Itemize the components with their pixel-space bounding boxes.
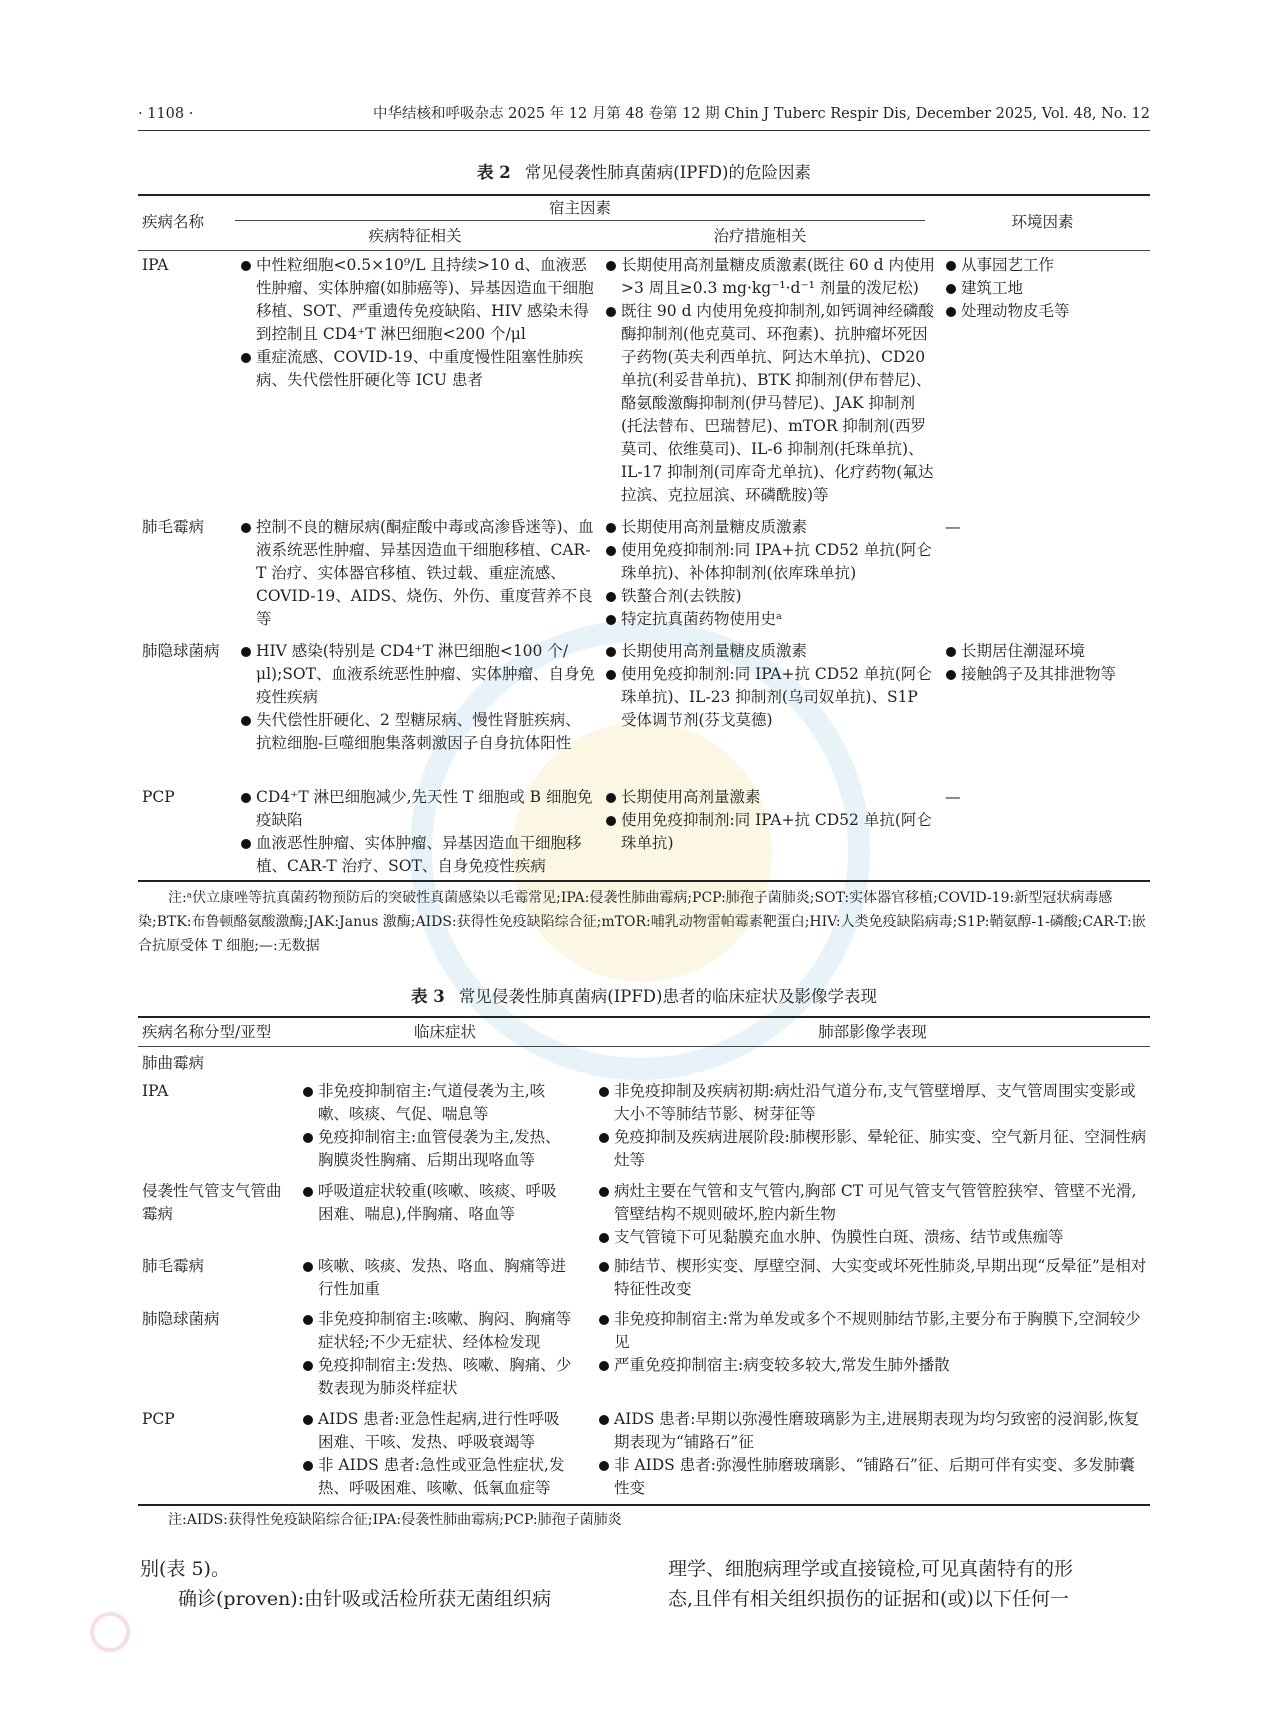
table3-imaging-cell — [598, 1080, 1150, 1172]
risk-factor-item: CD4⁺T 淋巴细胞减少,先天性 T 细胞或 B 细胞免疫缺陷 — [240, 786, 595, 832]
risk-factor-item: 长期居住潮湿环境 — [945, 640, 1145, 663]
table3-row-name: 肺隐球菌病 — [142, 1310, 220, 1328]
risk-factor-item: 中性粒细胞<0.5×10⁹/L 且持续>10 d、血液恶性肿瘤、实体肿瘤(如肺癌等)、异基因造血干细胞移植、SOT、严重遗传免疫缺陷、HIV 感染未得到控制且 CD4⁺T 淋巴细胞<200 个/μl — [240, 254, 595, 346]
risk-factor-item: 铁螯合剂(去铁胺) — [605, 585, 935, 608]
table3-symptoms-cell — [302, 1080, 572, 1172]
table2-row-name: 肺毛霉病 — [142, 518, 205, 536]
table3-header-imaging: 肺部影像学表现 — [818, 1023, 927, 1041]
table2-header-environment: 环境因素 — [1011, 213, 1074, 231]
risk-factor-item: 血液恶性肿瘤、实体肿瘤、异基因造血干细胞移植、CAR-T 治疗、SOT、自身免疫性疾病 — [240, 832, 595, 878]
table3-title: 常见侵袭性肺真菌病(IPFD)患者的临床症状及影像学表现 — [458, 987, 877, 1006]
table2-disease-cell — [240, 640, 595, 755]
body-text-right — [668, 1554, 1150, 1614]
table3-header-rule — [138, 1046, 1150, 1047]
table3-note: 注:AIDS:获得性免疫缺陷综合征;IPA:侵袭性肺曲霉病;PCP:肺孢子菌肺炎 — [168, 1512, 622, 1528]
risk-factor-item: 使用免疫抑制剂:同 IPA+抗 CD52 单抗(阿仑珠单抗) — [605, 809, 935, 855]
risk-factor-item: 长期使用高剂量糖皮质激素 — [605, 516, 935, 539]
symptom-item: 非免疫抑制宿主:气道侵袭为主,咳嗽、咳痰、气促、喘息等 — [302, 1080, 572, 1126]
symptom-item: 免疫抑制宿主:血管侵袭为主,发热、胸膜炎性胸痛、后期出现咯血等 — [302, 1126, 572, 1172]
table3-caption — [138, 986, 1150, 1008]
table3-symptoms-cell — [302, 1255, 572, 1301]
table2-header-disease-related: 疾病特征相关 — [368, 227, 462, 245]
table3-top-rule — [138, 1016, 1150, 1018]
risk-factor-item: 长期使用高剂量糖皮质激素(既往 60 d 内使用>3 周且≥0.3 mg·kg⁻¹·d⁻¹ 剂量的泼尼松) — [605, 254, 935, 300]
table3-row-name: 侵袭性气管支气管曲霉病 — [142, 1182, 282, 1223]
symptom-item: AIDS 患者:亚急性起病,进行性呼吸困难、干咳、发热、呼吸衰竭等 — [302, 1408, 572, 1454]
table3-imaging-cell — [598, 1180, 1150, 1249]
table3-row-name: PCP — [142, 1410, 175, 1428]
table3-symptoms-cell — [302, 1408, 572, 1500]
imaging-item: AIDS 患者:早期以弥漫性磨玻璃影为主,进展期表现为均匀致密的浸润影,恢复期表现为“铺路石”征 — [598, 1408, 1150, 1454]
table2-environment-cell — [945, 640, 1145, 686]
table3-imaging-cell — [598, 1408, 1150, 1500]
table2-title: 常见侵袭性肺真菌病(IPFD)的危险因素 — [524, 163, 811, 182]
table2-environment-cell — [945, 254, 1145, 323]
risk-factor-item: 既往 90 d 内使用免疫抑制剂,如钙调神经磷酸酶抑制剂(他克莫司、环孢素)、抗肿瘤坏死因子药物(英夫利西单抗、阿达木单抗)、CD20 单抗(利妥昔单抗)、BTK 抑制剂(伊布替尼)、酪氨酸激酶抑制剂(伊马替尼)、JAK 抑制剂(托法替布、巴瑞替尼)、mTOR 抑制剂(西罗莫司、依维莫司)、IL-6 抑制剂(托珠单抗)、IL-17 抑制剂(司库奇尤单抗)、化疗药物(氟达拉滨、克拉屈滨、环磷酰胺)等 — [605, 300, 935, 507]
table2-treatment-cell — [605, 254, 935, 507]
body-text-left — [140, 1554, 620, 1614]
symptom-item: 非 AIDS 患者:急性或亚急性症状,发热、呼吸困难、咳嗽、低氧血症等 — [302, 1454, 572, 1500]
table2-treatment-cell — [605, 516, 935, 631]
body-line: 别(表 5)。 — [140, 1558, 230, 1580]
table2-host-rule — [235, 220, 925, 221]
risk-factor-item: 长期使用高剂量激素 — [605, 786, 935, 809]
risk-factor-item: HIV 感染(特别是 CD4⁺T 淋巴细胞<100 个/μl);SOT、血液系统恶性肿瘤、实体肿瘤、自身免疫性疾病 — [240, 640, 595, 709]
imaging-item: 病灶主要在气管和支气管内,胸部 CT 可见气管支气管管腔狭窄、管壁不光滑,管壁结构不规则破坏,腔内新生物 — [598, 1180, 1150, 1226]
table3-row-name: 肺毛霉病 — [142, 1257, 205, 1275]
risk-factor-item: 接触鸽子及其排泄物等 — [945, 663, 1145, 686]
table3-symptoms-cell — [302, 1308, 572, 1400]
table2-disease-cell — [240, 516, 595, 631]
table2-treatment-cell — [605, 640, 935, 732]
table3-imaging-cell — [598, 1308, 1150, 1377]
table2-header-host: 宿主因素 — [548, 199, 611, 217]
table3-imaging-cell — [598, 1255, 1150, 1301]
risk-factor-item: 处理动物皮毛等 — [945, 300, 1145, 323]
imaging-item: 非免疫抑制及疾病初期:病灶沿气道分布,支气管壁增厚、支气管周围实变影或大小不等肺结节影、树芽征等 — [598, 1080, 1150, 1126]
table2-caption — [138, 162, 1150, 184]
symptom-item: 呼吸道症状较重(咳嗽、咳痰、呼吸困难、喘息),伴胸痛、咯血等 — [302, 1180, 572, 1226]
imaging-item: 支气管镜下可见黏膜充血水肿、伪膜性白斑、溃疡、结节或焦痂等 — [598, 1226, 1150, 1249]
imaging-item: 非 AIDS 患者:弥漫性肺磨玻璃影、“铺路石”征、后期可伴有实变、多发肺囊性变 — [598, 1454, 1150, 1500]
risk-factor-item: 重症流感、COVID-19、中重度慢性阻塞性肺疾病、失代偿性肝硬化等 ICU 患者 — [240, 346, 595, 392]
risk-factor-item: 长期使用高剂量糖皮质激素 — [605, 640, 935, 663]
table3-label: 表 3 — [411, 987, 445, 1006]
body-line: 理学、细胞病理学或直接镜检,可见真菌特有的形 — [668, 1558, 1074, 1580]
symptom-item: 咳嗽、咳痰、发热、咯血、胸痛等进行性加重 — [302, 1255, 572, 1301]
table2-label: 表 2 — [477, 163, 511, 182]
table2-row-name: IPA — [142, 256, 169, 274]
table2-header-treatment-related: 治疗措施相关 — [713, 227, 807, 245]
table2-note: 注:ᵃ伏立康唑等抗真菌药物预防后的突破性真菌感染以毛霉常见;IPA:侵袭性肺曲霉病;PCP:肺孢子菌肺炎;SOT:实体器官移植;COVID-19:新型冠状病毒感染;BTK:布鲁顿酪氨酸激酶;JAK:Janus 激酶;AIDS:获得性免疫缺陷综合征;mTOR:哺乳动物雷帕霉素靶蛋白;HIV:人类免疫缺陷病毒;S1P:鞘氨醇-1-磷酸;CAR-T:嵌合抗原受体 T 细胞;—:无数据 — [138, 890, 1146, 954]
symptom-item: 非免疫抑制宿主:咳嗽、胸闷、胸痛等症状轻;不少无症状、经体检发现 — [302, 1308, 572, 1354]
table2-environment-cell: — — [945, 788, 961, 806]
body-line: 确诊(proven):由针吸或活检所获无菌组织病 — [178, 1588, 552, 1610]
table2-disease-cell — [240, 786, 595, 878]
table2-header-rule — [138, 250, 1150, 251]
risk-factor-item: 使用免疫抑制剂:同 IPA+抗 CD52 单抗(阿仑珠单抗)、IL-23 抑制剂(乌司奴单抗)、S1P 受体调节剂(芬戈莫德) — [605, 663, 935, 732]
risk-factor-item: 使用免疫抑制剂:同 IPA+抗 CD52 单抗(阿仑珠单抗)、补体抑制剂(依库珠单抗) — [605, 539, 935, 585]
table2-row-name: PCP — [142, 788, 175, 806]
table2-row-name: 肺隐球菌病 — [142, 642, 220, 660]
table2-top-rule — [138, 194, 1150, 196]
imaging-item: 肺结节、楔形实变、厚壁空洞、大实变或坏死性肺炎,早期出现“反晕征”是相对特征性改变 — [598, 1255, 1150, 1301]
imaging-item: 免疫抑制及疾病进展阶段:肺楔形影、晕轮征、肺实变、空气新月征、空洞性病灶等 — [598, 1126, 1150, 1172]
table3-row-name: IPA — [142, 1082, 169, 1100]
table2-disease-cell — [240, 254, 595, 392]
table3-header-type: 疾病名称分型/亚型 — [142, 1023, 272, 1041]
table2-treatment-cell — [605, 786, 935, 855]
running-header — [138, 104, 1150, 131]
symptom-item: 免疫抑制宿主:发热、咳嗽、胸痛、少数表现为肺炎样症状 — [302, 1354, 572, 1400]
body-line: 态,且伴有相关组织损伤的证据和(或)以下任何一 — [668, 1588, 1069, 1610]
imaging-item: 严重免疫抑制宿主:病变较多较大,常发生肺外播散 — [598, 1354, 1150, 1377]
risk-factor-item: 控制不良的糖尿病(酮症酸中毒或高渗昏迷等)、血液系统恶性肿瘤、异基因造血干细胞移植、CAR-T 治疗、实体器官移植、铁过载、重症流感、COVID-19、AIDS、烧伤、外伤、重度营养不良等 — [240, 516, 595, 631]
table2-environment-cell: — — [945, 518, 961, 536]
risk-factor-item: 失代偿性肝硬化、2 型糖尿病、慢性肾脏疾病、抗粒细胞-巨噬细胞集落刺激因子自身抗体阳性 — [240, 709, 595, 755]
risk-factor-item: 建筑工地 — [945, 277, 1145, 300]
risk-factor-item: 特定抗真菌药物使用史ᵃ — [605, 608, 935, 631]
table2-header-disease: 疾病名称 — [142, 213, 205, 231]
imaging-item: 非免疫抑制宿主:常为单发或多个不规则肺结节影,主要分布于胸膜下,空洞较少见 — [598, 1308, 1150, 1354]
risk-factor-item: 从事园艺工作 — [945, 254, 1145, 277]
table3-group-label: 肺曲霉病 — [142, 1054, 205, 1072]
table2-bottom-rule — [138, 880, 1150, 882]
table3-header-symptoms: 临床症状 — [413, 1023, 476, 1041]
publisher-logo-icon — [90, 1612, 130, 1652]
table3-bottom-rule — [138, 1504, 1150, 1506]
page-number: · 1108 · — [138, 106, 194, 122]
journal-citation: 中华结核和呼吸杂志 2025 年 12 月第 48 卷第 12 期 Chin J Tuberc Respir Dis, December 2025, Vol. 48, No. 12 — [373, 106, 1150, 122]
table3-symptoms-cell — [302, 1180, 572, 1226]
